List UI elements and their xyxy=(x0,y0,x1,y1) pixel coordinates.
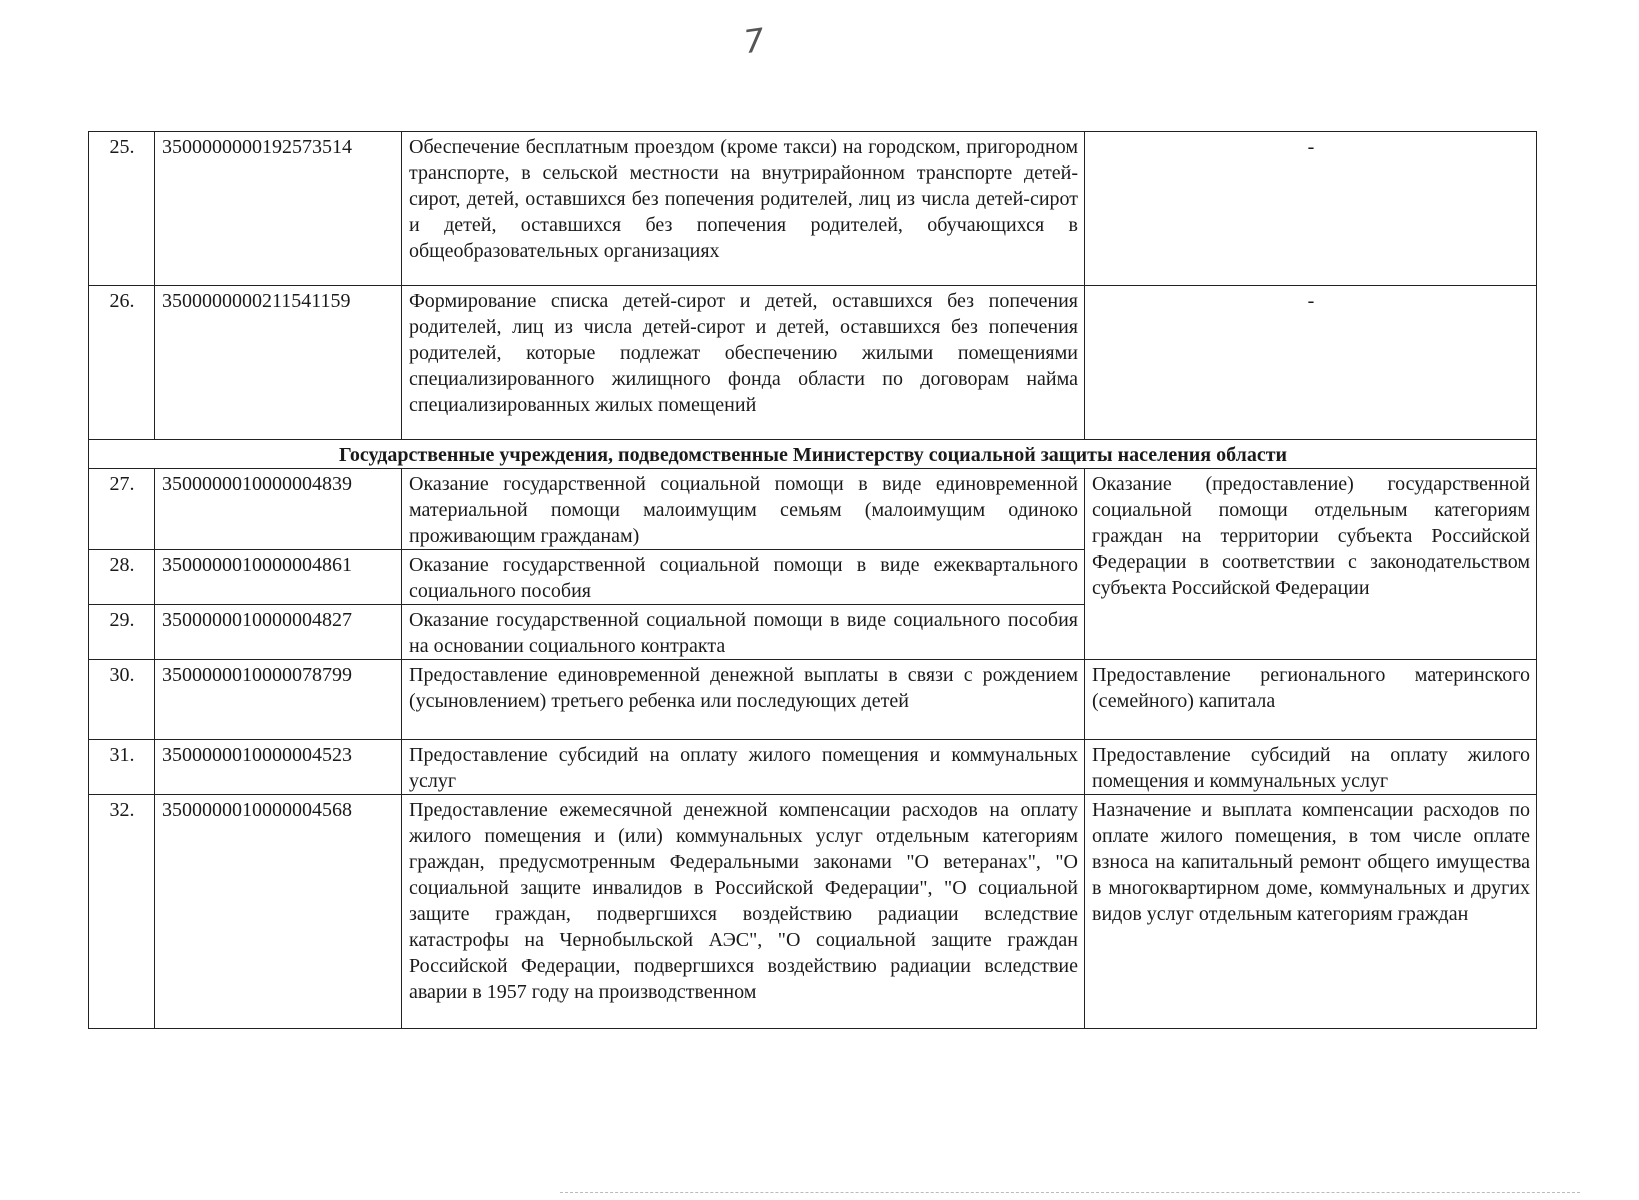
function-description: Оказание государственной социальной помощи в виде социального пособия на основании социального контракта xyxy=(402,605,1085,660)
table-row xyxy=(89,660,1537,740)
registry-code: 3500000010000004568 xyxy=(155,795,402,1029)
registry-code: 3500000010000004827 xyxy=(155,605,402,660)
section-heading: Государственные учреждения, подведомственные Министерству социальной защиты населения области xyxy=(89,440,1537,469)
row-number: 25. xyxy=(89,132,155,286)
page-number: 7 xyxy=(741,20,767,62)
function-description: Предоставление ежемесячной денежной компенсации расходов на оплату жилого помещения и (или) коммунальных услуг отдельным категориям граждан, предусмотренным Федеральными законами "О ветеранах", "О социальной защите инвалидов в Российской Федерации", "О социальной защите граждан, подвергшихся воздействию радиации вследствие катастрофы на Чернобыльской АЭС", "О социальной защите граждан Российской Федерации, подвергшихся воздействию радиации вследствие аварии в 1957 году на производственном xyxy=(402,795,1085,1029)
table-row xyxy=(89,795,1537,1029)
service-name: Оказание (предоставление) государственной социальной помощи отдельным категориям граждан на территории субъекта Российской Федерации в соответствии с законодательством субъекта Российской Федерации xyxy=(1085,469,1537,660)
row-number: 32. xyxy=(89,795,155,1029)
service-name: - xyxy=(1085,286,1537,440)
table-row xyxy=(89,740,1537,795)
service-name: Предоставление субсидий на оплату жилого помещения и коммунальных услуг xyxy=(1085,740,1537,795)
table-row xyxy=(89,469,1537,550)
row-number: 31. xyxy=(89,740,155,795)
function-description: Оказание государственной социальной помощи в виде единовременной материальной помощи малоимущим семьям (малоимущим одиноко проживающим гражданам) xyxy=(402,469,1085,550)
row-number: 28. xyxy=(89,550,155,605)
registry-code: 3500000010000078799 xyxy=(155,660,402,740)
section-heading-row xyxy=(89,440,1537,469)
function-description: Обеспечение бесплатным проездом (кроме такси) на городском, пригородном транспорте, в сельской местности на внутрирайонном транспорте детей-сирот, детей, оставшихся без попечения родителей, лиц из числа детей-сирот и детей, оставшихся без попечения родителей, обучающихся в общеобразовательных организациях xyxy=(402,132,1085,286)
service-name: Назначение и выплата компенсации расходов по оплате жилого помещения, в том числе оплате взноса на капитальный ремонт общего имущества в многоквартирном доме, коммунальных и других видов услуг отдельным категориям граждан xyxy=(1085,795,1537,1029)
registry-code: 3500000010000004523 xyxy=(155,740,402,795)
function-description: Формирование списка детей-сирот и детей, оставшихся без попечения родителей, лиц из числа детей-сирот и детей, оставшихся без попечения родителей, которые подлежат обеспечению жилыми помещениями специализированного жилищного фонда области по договорам найма специализированных жилых помещений xyxy=(402,286,1085,440)
function-description: Оказание государственной социальной помощи в виде ежеквартального социального пособия xyxy=(402,550,1085,605)
registry-code: 3500000000192573514 xyxy=(155,132,402,286)
function-description: Предоставление субсидий на оплату жилого помещения и коммунальных услуг xyxy=(402,740,1085,795)
service-name: Предоставление регионального материнского (семейного) капитала xyxy=(1085,660,1537,740)
row-number: 26. xyxy=(89,286,155,440)
row-number: 30. xyxy=(89,660,155,740)
function-description: Предоставление единовременной денежной выплаты в связи с рождением (усыновлением) третьего ребенка или последующих детей xyxy=(402,660,1085,740)
table-row xyxy=(89,286,1537,440)
row-number: 27. xyxy=(89,469,155,550)
service-name: - xyxy=(1085,132,1537,286)
scan-artifact-line xyxy=(560,1192,1580,1195)
registry-code: 3500000010000004839 xyxy=(155,469,402,550)
row-number: 29. xyxy=(89,605,155,660)
registry-code: 3500000010000004861 xyxy=(155,550,402,605)
table-row xyxy=(89,132,1537,286)
services-table xyxy=(88,131,1537,1029)
registry-code: 3500000000211541159 xyxy=(155,286,402,440)
